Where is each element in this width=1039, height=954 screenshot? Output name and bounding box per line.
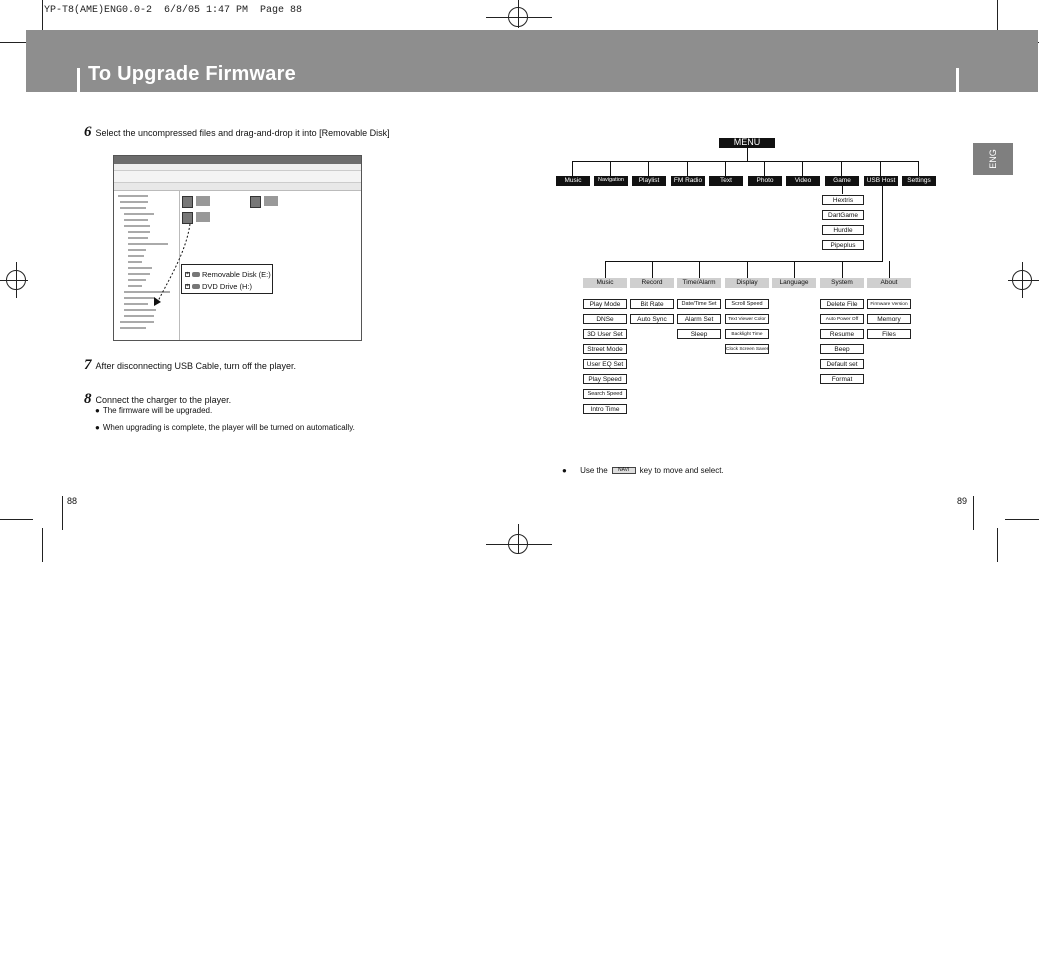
system-item-default-set: Default set xyxy=(820,359,864,369)
display-item-text-viewer-color: Text Viewer Color xyxy=(725,314,769,324)
menu-item-fm-radio: FM Radio xyxy=(671,176,705,186)
record-item-bit-rate: Bit Rate xyxy=(630,299,674,309)
music-item-3d-user-set: 3D User Set xyxy=(583,329,627,339)
connector-line xyxy=(842,261,843,278)
system-item-format: Format xyxy=(820,374,864,384)
about-item-memory: Memory xyxy=(867,314,911,324)
menu-item-photo: Photo xyxy=(748,176,782,186)
music-item-play-speed: Play Speed xyxy=(583,374,627,384)
time-item-alarm-set: Alarm Set xyxy=(677,314,721,324)
menu-item-settings: Settings xyxy=(902,176,936,186)
dvd-drive-label: DVD Drive (H:) xyxy=(202,282,252,291)
connector-line xyxy=(572,161,919,162)
game-item-hextris: Hextris xyxy=(822,195,864,205)
connector-line xyxy=(880,161,881,176)
settings-item-language: Language xyxy=(772,278,816,288)
connector-line xyxy=(610,161,611,176)
about-item-files: Files xyxy=(867,329,911,339)
connector-line xyxy=(725,161,726,176)
connector-line xyxy=(802,161,803,176)
settings-item-about: About xyxy=(867,278,911,288)
menu-item-game: Game xyxy=(825,176,859,186)
navi-note xyxy=(562,466,724,475)
language-tab-label: ENG xyxy=(988,149,998,169)
display-item-clock-screen-saver: Clock Screen Saver xyxy=(725,344,769,354)
system-item-delete-file: Delete File xyxy=(820,299,864,309)
game-item-dartgame: DartGame xyxy=(822,210,864,220)
connector-line xyxy=(889,261,890,278)
page-number-left: 88 xyxy=(67,496,78,506)
time-item-date-time-set: Date/Time Set xyxy=(677,299,721,309)
system-item-beep: Beep xyxy=(820,344,864,354)
time-item-sleep: Sleep xyxy=(677,329,721,339)
display-item-backlight-time: Backlight Time xyxy=(725,329,769,339)
connector-line xyxy=(699,261,700,278)
settings-item-time-alarm: Time/Alarm xyxy=(677,278,721,288)
settings-item-system: System xyxy=(820,278,864,288)
bullet-item: ● When upgrading is complete, the player will be turned on automatically. xyxy=(95,423,355,432)
menu-item-playlist: Playlist xyxy=(632,176,666,186)
connector-line xyxy=(747,148,748,161)
menu-item-usb-host: USB Host xyxy=(864,176,898,186)
removable-disk-label: Removable Disk (E:) xyxy=(202,270,271,279)
expand-icon: + xyxy=(186,283,189,289)
connector-line xyxy=(605,261,606,278)
about-item-firmware-version: Firmware Version xyxy=(867,299,911,309)
connector-line xyxy=(842,186,843,194)
connector-line xyxy=(687,161,688,176)
menu-item-navigation: Navigation xyxy=(594,176,628,186)
bullet-item: ● The firmware will be upgraded. xyxy=(95,406,212,415)
connector-line xyxy=(841,161,842,176)
music-item-user-eq-set: User EQ Set xyxy=(583,359,627,369)
step-number: 7 xyxy=(84,357,92,373)
music-item-street-mode: Street Mode xyxy=(583,344,627,354)
connector-line xyxy=(747,261,748,278)
music-item-play-mode: Play Mode xyxy=(583,299,627,309)
menu-root: MENU xyxy=(719,138,775,148)
menu-item-video: Video xyxy=(786,176,820,186)
system-item-resume: Resume xyxy=(820,329,864,339)
system-item-auto-power-off: Auto Power Off xyxy=(820,314,864,324)
settings-item-record: Record xyxy=(630,278,674,288)
connector-line xyxy=(882,186,883,261)
expand-icon: + xyxy=(186,271,189,277)
connector-line xyxy=(794,261,795,278)
page-number-right: 89 xyxy=(957,496,968,506)
navi-key-icon: NAVI xyxy=(612,467,636,474)
game-item-hurdle: Hurdle xyxy=(822,225,864,235)
music-item-search-speed: Search Speed xyxy=(583,389,627,399)
navi-suffix: key to move and select. xyxy=(639,466,724,475)
display-item-scroll-speed: Scroll Speed xyxy=(725,299,769,309)
menu-item-music: Music xyxy=(556,176,590,186)
step-text: Select the uncompressed files and drag-and-drop it into [Removable Disk] xyxy=(95,128,390,138)
step-number: 6 xyxy=(84,124,92,140)
menu-item-text: Text xyxy=(709,176,743,186)
game-item-pipeplus: Pipeplus xyxy=(822,240,864,250)
connector-line xyxy=(652,261,653,278)
connector-line xyxy=(572,161,573,176)
print-slug: YP-T8(AME)ENG0.0-2 6/8/05 1:47 PM Page 88 xyxy=(44,5,303,16)
connector-line xyxy=(764,161,765,176)
settings-item-music: Music xyxy=(583,278,627,288)
step-number: 8 xyxy=(84,391,92,407)
page-title: To Upgrade Firmware xyxy=(88,63,296,85)
music-item-intro-time: Intro Time xyxy=(583,404,627,414)
navi-prefix: Use the xyxy=(580,466,608,475)
music-item-dnse: DNSe xyxy=(583,314,627,324)
connector-line xyxy=(918,161,919,176)
settings-item-display: Display xyxy=(725,278,769,288)
step-text: Connect the charger to the player. xyxy=(95,395,232,405)
record-item-auto-sync: Auto Sync xyxy=(630,314,674,324)
connector-line xyxy=(648,161,649,176)
step-text: After disconnecting USB Cable, turn off the player. xyxy=(95,361,296,371)
